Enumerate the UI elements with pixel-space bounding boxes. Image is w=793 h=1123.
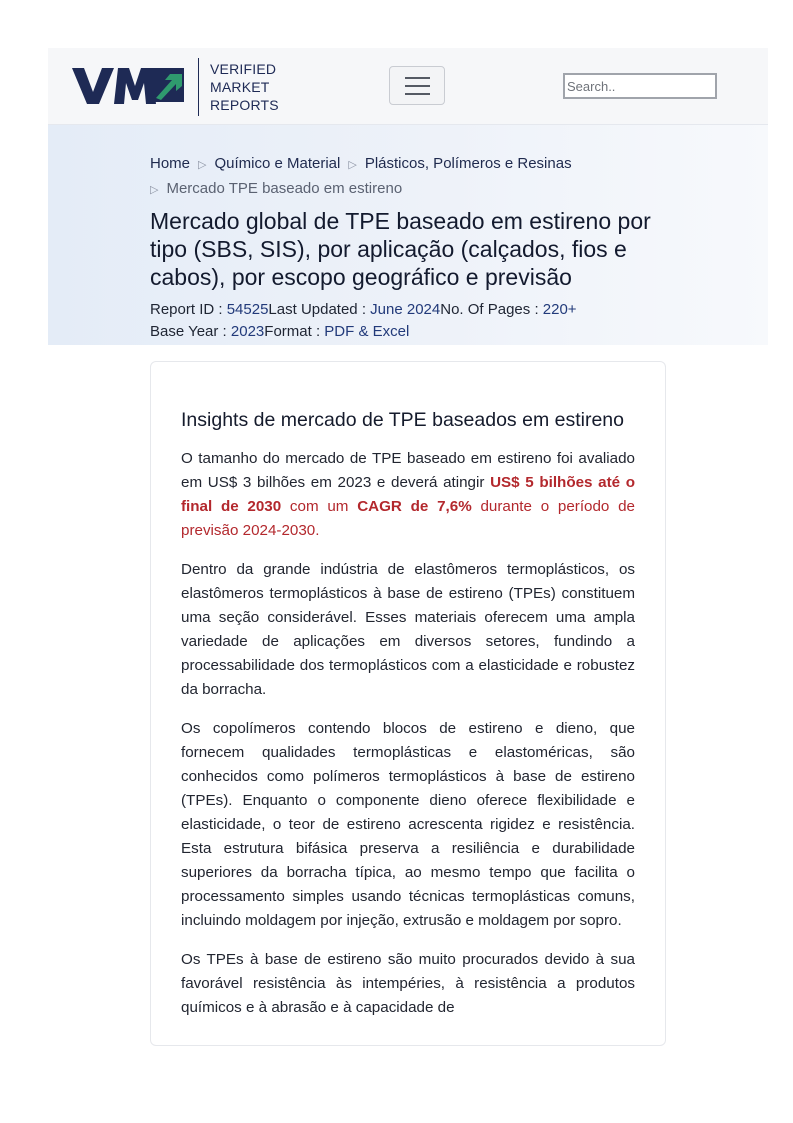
pages-label: No. Of Pages : bbox=[440, 301, 543, 318]
breadcrumb-current: Mercado TPE baseado em estireno bbox=[166, 180, 403, 197]
logo-divider bbox=[198, 58, 199, 116]
report-content bbox=[181, 407, 635, 1035]
report-hero bbox=[48, 125, 768, 345]
last-updated-label: Last Updated : bbox=[268, 301, 371, 318]
last-updated-value: June 2024 bbox=[370, 301, 441, 318]
p1-text-e: durante o período de previsão 2024-2030. bbox=[181, 498, 636, 539]
p1-text-a: O tamanho do mercado de TPE baseado em estireno foi avaliado em US$ 3 bilhões em 2023 e deverá atingir bbox=[181, 450, 635, 491]
logo-line-2: MARKET bbox=[210, 79, 270, 95]
chevron-right-icon: ▷ bbox=[198, 159, 207, 171]
body-paragraph-2: Dentro da grande indústria de elastômeros termoplásticos, os elastômeros termoplásticos à base de estireno (TPEs) constituem uma seção considerável. Esses materiais oferecem uma ampla variedade de aplicações em diversos setores, fundindo a processabilidade dos termoplásticos com a elasticidade e robustez da borracha. bbox=[181, 561, 635, 698]
market-size-paragraph bbox=[181, 447, 635, 543]
breadcrumb-home[interactable]: Home bbox=[150, 155, 191, 172]
body-paragraph-4: Os TPEs à base de estireno são muito procurados devido à sua favorável resistência às intempéries, à resistência a produtos químicos e à abrasão e à capacidade de bbox=[181, 951, 635, 1016]
body-paragraph-3: Os copolímeros contendo blocos de estireno e dieno, que fornecem qualidades termoplásticas e elastoméricas, são conhecidos como polímeros termoplásticos à base de estireno (TPEs). Enquanto o componente dieno oferece flexibilidade e elasticidade, o teor de estireno acrescenta rigidez e resistência. Esta estrutura bifásica preserva a resiliência e durabilidade superiores da borracha típica, ao mesmo tempo que facilita o processamento simples usando técnicas termoplásticas comuns, incluindo moldagem por injeção, extrusão e moldagem por sopro. bbox=[181, 720, 635, 929]
insights-heading: Insights de mercado de TPE baseados em estireno bbox=[181, 409, 624, 431]
meta-line-2 bbox=[150, 321, 577, 343]
base-year-value: 2023 bbox=[230, 323, 265, 340]
report-meta bbox=[150, 299, 577, 343]
search-input[interactable] bbox=[563, 73, 717, 99]
hamburger-icon-bar bbox=[405, 77, 430, 79]
chevron-right-icon: ▷ bbox=[150, 184, 159, 196]
breadcrumb bbox=[150, 152, 670, 202]
logo-line-3: REPORTS bbox=[210, 97, 279, 113]
pages-value: 220+ bbox=[542, 301, 577, 318]
report-id-value: 54525 bbox=[226, 301, 269, 318]
report-content-card bbox=[150, 361, 666, 1046]
p1-forecast-value: US$ 5 bilhões até o final de 2030 bbox=[181, 474, 636, 515]
p1-cagr-value: CAGR de 7,6% bbox=[357, 498, 472, 515]
logo-wordmark bbox=[210, 60, 279, 114]
vmr-logo[interactable] bbox=[72, 56, 186, 116]
hamburger-icon-bar bbox=[405, 85, 430, 87]
meta-line-1 bbox=[150, 299, 577, 321]
format-label: Format : bbox=[264, 323, 325, 340]
base-year-label: Base Year : bbox=[150, 323, 231, 340]
p1-text-c: com um bbox=[281, 498, 358, 515]
logo-line-1: VERIFIED bbox=[210, 61, 277, 77]
vmr-logo-mark bbox=[72, 66, 186, 106]
hamburger-menu-button[interactable] bbox=[389, 66, 445, 105]
breadcrumb-quimico-material[interactable]: Químico e Material bbox=[214, 155, 341, 172]
hamburger-icon-bar bbox=[405, 93, 430, 95]
page-title: Mercado global de TPE baseado em estireno por tipo (SBS, SIS), por aplicação (calçados, fios e cabos), por escopo geográfico e previsão bbox=[150, 208, 651, 290]
format-value: PDF & Excel bbox=[324, 323, 410, 340]
report-id-label: Report ID : bbox=[150, 301, 227, 318]
chevron-right-icon: ▷ bbox=[348, 159, 357, 171]
breadcrumb-plasticos[interactable]: Plásticos, Polímeros e Resinas bbox=[364, 155, 572, 172]
site-header bbox=[48, 48, 768, 125]
